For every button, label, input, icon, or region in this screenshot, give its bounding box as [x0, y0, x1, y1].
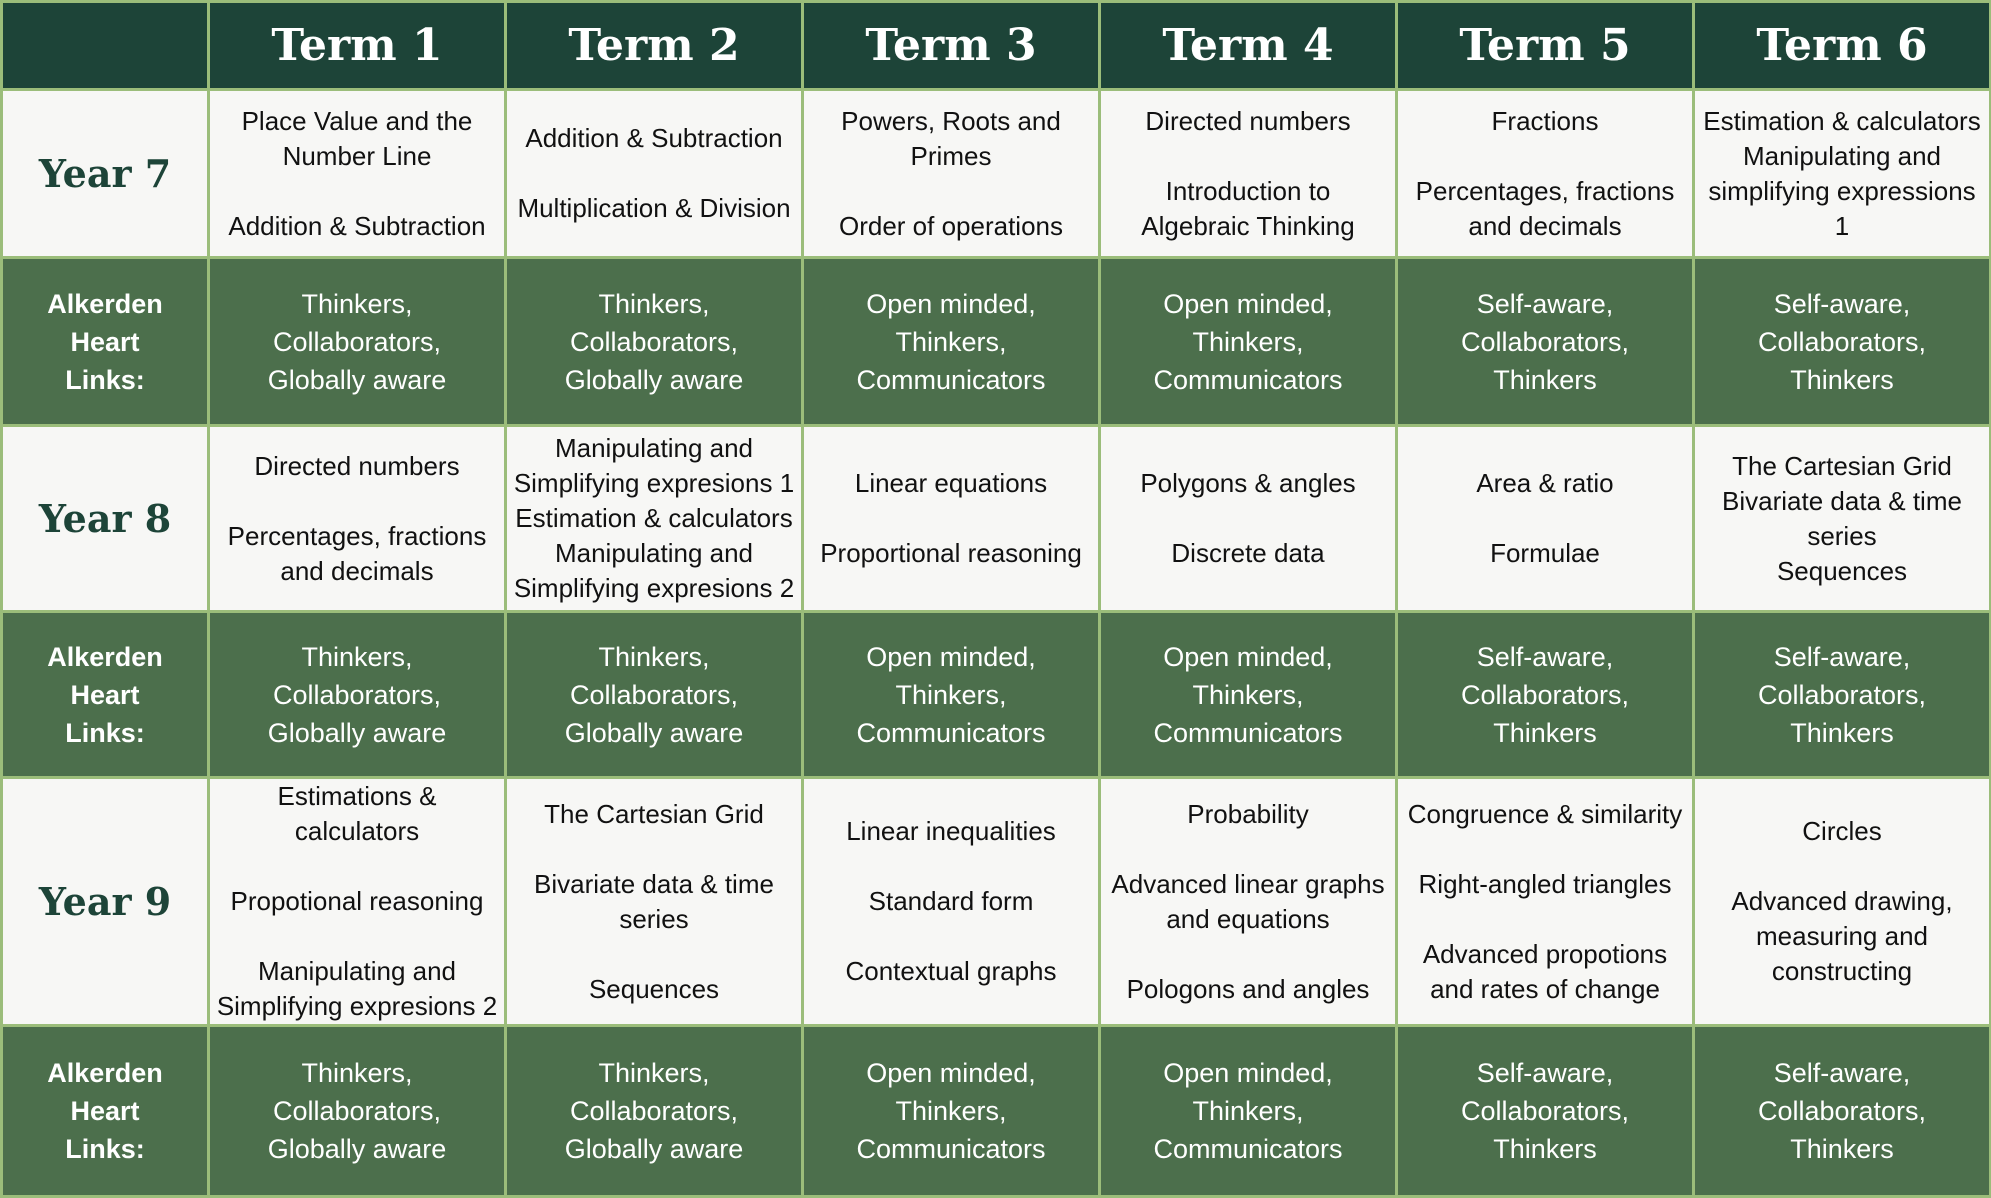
heart-link-cell: Self-aware, Collaborators, Thinkers [1694, 1026, 1991, 1197]
year-7-term-6-cell: Estimation & calculators Manipulating and simplifying expressions 1 [1694, 90, 1991, 258]
year-7-label: Year 7 [2, 90, 209, 258]
heart-link-cell: Thinkers, Collaborators, Globally aware [209, 1026, 506, 1197]
term-header-row [2, 2, 1991, 90]
heart-link-cell: Thinkers, Collaborators, Globally aware [506, 1026, 803, 1197]
year-7-term-3-cell: Powers, Roots and Primes Order of operations [803, 90, 1100, 258]
year-7-heart-links-row [2, 258, 1991, 426]
heart-link-cell: Thinkers, Collaborators, Globally aware [506, 258, 803, 426]
term-6-header: Term 6 [1694, 2, 1991, 90]
heart-link-cell: Open minded, Thinkers, Communicators [1100, 1026, 1397, 1197]
year-7-term-4-cell: Directed numbers Introduction to Algebraic Thinking [1100, 90, 1397, 258]
year-8-term-5-cell: Area & ratio Formulae [1397, 426, 1694, 612]
year-9-term-3-cell: Linear inequalities Standard form Contextual graphs [803, 778, 1100, 1026]
year-9-row [2, 778, 1991, 1026]
heart-link-cell: Self-aware, Collaborators, Thinkers [1694, 612, 1991, 778]
term-1-header: Term 1 [209, 2, 506, 90]
heart-link-cell: Open minded, Thinkers, Communicators [803, 258, 1100, 426]
year-8-term-2-cell: Manipulating and Simplifying expresions 1 Estimation & calculators Manipulating and Simplifying expresions 2 [506, 426, 803, 612]
term-3-header: Term 3 [803, 2, 1100, 90]
heart-links-label: Alkerden Heart Links: [2, 612, 209, 778]
year-8-heart-links-row [2, 612, 1991, 778]
year-9-term-1-cell: Estimations & calculators Propotional reasoning Manipulating and Simplifying expresions 2 [209, 778, 506, 1026]
year-9-term-2-cell: The Cartesian Grid Bivariate data & time series Sequences [506, 778, 803, 1026]
term-4-header: Term 4 [1100, 2, 1397, 90]
term-2-header: Term 2 [506, 2, 803, 90]
heart-link-cell: Self-aware, Collaborators, Thinkers [1694, 258, 1991, 426]
heart-link-cell: Open minded, Thinkers, Communicators [1100, 612, 1397, 778]
year-7-term-2-cell: Addition & Subtraction Multiplication & Division [506, 90, 803, 258]
year-8-term-6-cell: The Cartesian Grid Bivariate data & time series Sequences [1694, 426, 1991, 612]
heart-link-cell: Thinkers, Collaborators, Globally aware [209, 612, 506, 778]
year-7-term-5-cell: Fractions Percentages, fractions and decimals [1397, 90, 1694, 258]
heart-link-cell: Open minded, Thinkers, Communicators [803, 1026, 1100, 1197]
year-9-term-4-cell: Probability Advanced linear graphs and equations Pologons and angles [1100, 778, 1397, 1026]
year-8-row [2, 426, 1991, 612]
heart-links-label: Alkerden Heart Links: [2, 1026, 209, 1197]
corner-cell [2, 2, 209, 90]
heart-link-cell: Thinkers, Collaborators, Globally aware [209, 258, 506, 426]
heart-link-cell: Self-aware, Collaborators, Thinkers [1397, 258, 1694, 426]
heart-link-cell: Open minded, Thinkers, Communicators [803, 612, 1100, 778]
year-8-term-4-cell: Polygons & angles Discrete data [1100, 426, 1397, 612]
year-8-term-3-cell: Linear equations Proportional reasoning [803, 426, 1100, 612]
year-9-term-5-cell: Congruence & similarity Right-angled triangles Advanced propotions and rates of change [1397, 778, 1694, 1026]
term-5-header: Term 5 [1397, 2, 1694, 90]
year-9-heart-links-row [2, 1026, 1991, 1197]
year-8-label: Year 8 [2, 426, 209, 612]
heart-link-cell: Thinkers, Collaborators, Globally aware [506, 612, 803, 778]
heart-links-label: Alkerden Heart Links: [2, 258, 209, 426]
year-7-term-1-cell: Place Value and the Number Line Addition & Subtraction [209, 90, 506, 258]
year-9-label: Year 9 [2, 778, 209, 1026]
heart-link-cell: Self-aware, Collaborators, Thinkers [1397, 612, 1694, 778]
heart-link-cell: Open minded, Thinkers, Communicators [1100, 258, 1397, 426]
heart-link-cell: Self-aware, Collaborators, Thinkers [1397, 1026, 1694, 1197]
year-7-row [2, 90, 1991, 258]
year-9-term-6-cell: Circles Advanced drawing, measuring and constructing [1694, 778, 1991, 1026]
year-8-term-1-cell: Directed numbers Percentages, fractions and decimals [209, 426, 506, 612]
